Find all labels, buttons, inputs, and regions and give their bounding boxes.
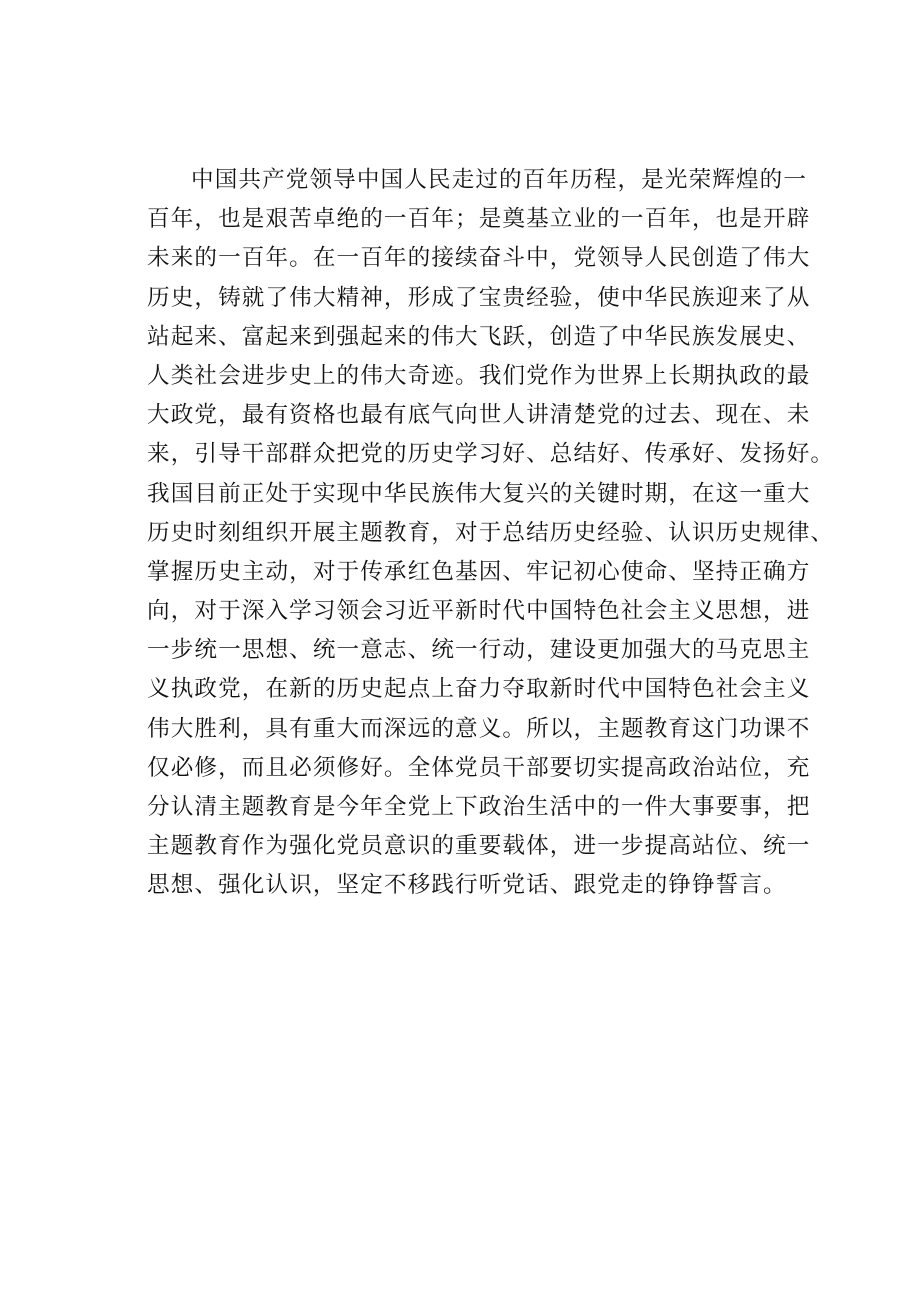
paragraph-line: 历史，铸就了伟大精神，形成了宝贵经验，使中华民族迎来了从	[147, 284, 811, 311]
paragraph-line: 一步统一思想、统一意志、统一行动，建设更加强大的马克思主	[147, 637, 811, 664]
paragraph-line: 伟大胜利，具有重大而深远的意义。所以，主题教育这门功课不	[147, 715, 811, 742]
body-paragraph	[147, 161, 835, 906]
paragraph-line: 站起来、富起来到强起来的伟大飞跃，创造了中华民族发展史、	[147, 323, 811, 350]
paragraph-line: 向，对于深入学习领会习近平新时代中国特色社会主义思想，进	[147, 598, 811, 625]
paragraph-line: 来，引导干部群众把党的历史学习好、总结好、传承好、发扬好。	[147, 441, 835, 468]
paragraph-line: 主题教育作为强化党员意识的重要载体，进一步提高站位、统一	[147, 833, 811, 860]
paragraph-line: 分认清主题教育是今年全党上下政治生活中的一件大事要事，把	[147, 794, 811, 820]
paragraph-line: 未来的一百年。在一百年的接续奋斗中，党领导人民创造了伟大	[147, 245, 811, 272]
paragraph-line: 义执政党，在新的历史起点上奋力夺取新时代中国特色社会主义	[147, 676, 811, 703]
paragraph-line: 仅必修，而且必须修好。全体党员干部要切实提高政治站位，充	[147, 754, 811, 781]
paragraph-line: 思想、强化认识，坚定不移践行听党话、跟党走的铮铮誓言。	[147, 872, 787, 899]
paragraph-line: 人类社会进步史上的伟大奇迹。我们党作为世界上长期执政的最	[147, 362, 811, 389]
paragraph-line: 掌握历史主动，对于传承红色基因、牢记初心使命、坚持正确方	[147, 558, 811, 585]
paragraph-line: 我国目前正处于实现中华民族伟大复兴的关键时期，在这一重大	[147, 480, 811, 507]
paragraph-line: 大政党，最有资格也最有底气向世人讲清楚党的过去、现在、未	[147, 402, 811, 429]
paragraph-line: 历史时刻组织开展主题教育，对于总结历史经验、认识历史规律、	[147, 519, 835, 546]
paragraph-line: 百年，也是艰苦卓绝的一百年；是奠基立业的一百年，也是开辟	[147, 206, 811, 233]
paragraph-line: 中国共产党领导中国人民走过的百年历程，是光荣辉煌的一	[191, 167, 808, 193]
